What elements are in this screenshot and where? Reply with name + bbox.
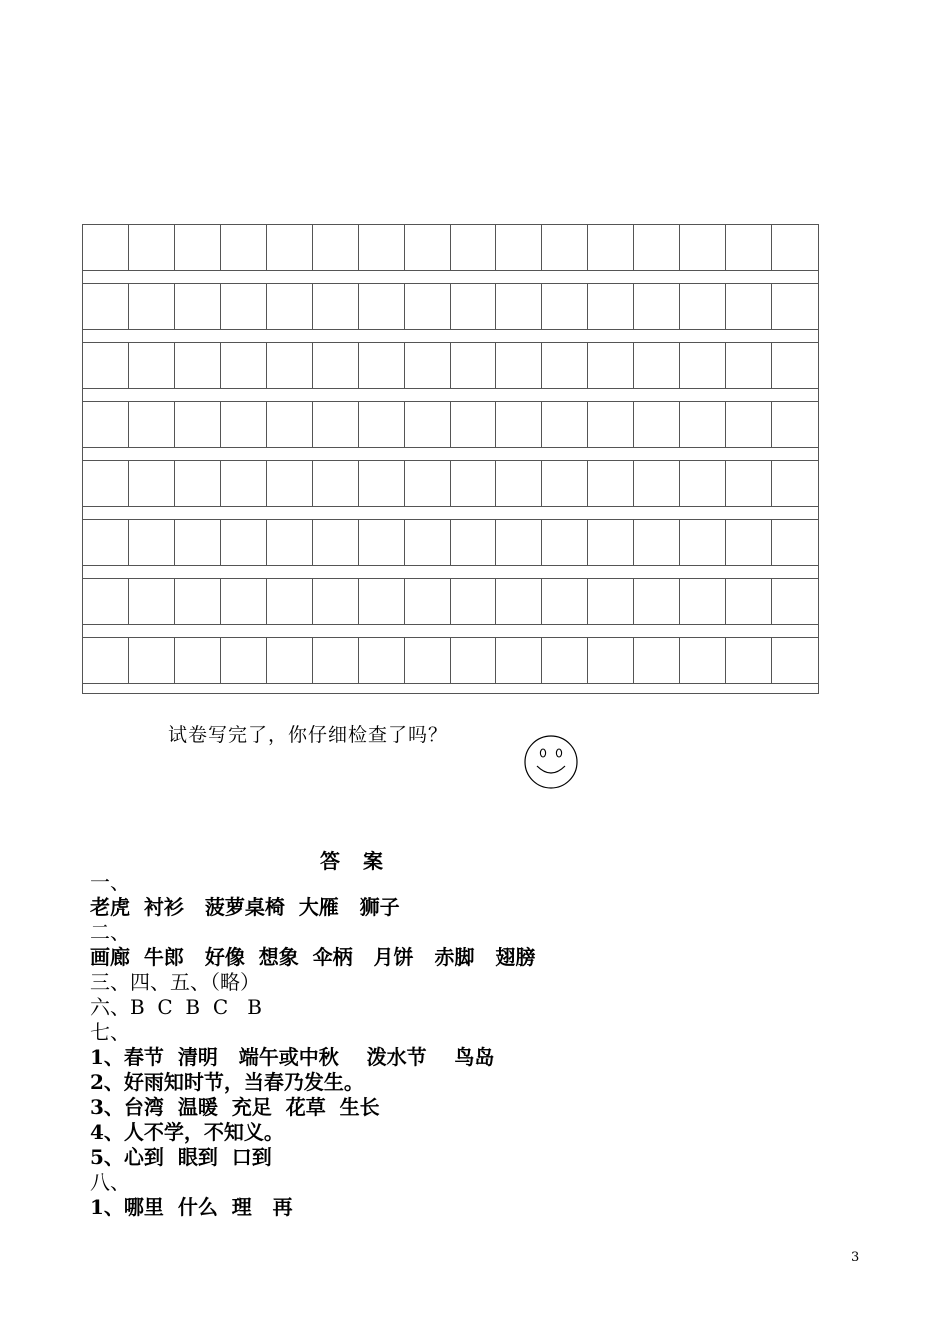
grid-cell (496, 461, 542, 506)
grid-cell (313, 638, 359, 683)
grid-row-gap (83, 448, 818, 461)
grid-cell (313, 225, 359, 270)
grid-cell (405, 638, 451, 683)
smiley-face-icon (524, 735, 578, 789)
grid-cell (221, 638, 267, 683)
answer-line: 5、心到 眼到 口到 (90, 1145, 272, 1169)
grid-cell (496, 579, 542, 624)
grid-cell (83, 343, 129, 388)
grid-cell (267, 520, 313, 565)
grid-cell (83, 579, 129, 624)
grid-cell (680, 402, 726, 447)
answer-line: 老虎 衬衫 菠萝桌椅 大雁 狮子 (90, 895, 400, 919)
answer-line: 二、 (90, 920, 130, 944)
check-reminder: 试卷写完了，你仔细检查了吗？ (168, 724, 449, 746)
grid-cell (542, 579, 588, 624)
grid-cell (496, 402, 542, 447)
grid-cell (726, 520, 772, 565)
grid-cell (221, 579, 267, 624)
grid-cell (359, 402, 405, 447)
answer-line: 八、 (90, 1170, 130, 1194)
grid-row (83, 343, 818, 389)
grid-cell (588, 461, 634, 506)
answer-line: 三、四、五、（略） (90, 970, 260, 994)
grid-cell (726, 579, 772, 624)
grid-cell (726, 461, 772, 506)
grid-cell (313, 343, 359, 388)
grid-cell (83, 638, 129, 683)
grid-cell (175, 284, 221, 329)
page-number: 3 (851, 1250, 860, 1265)
grid-cell (359, 461, 405, 506)
grid-row (83, 402, 818, 448)
grid-cell (542, 402, 588, 447)
grid-cell (542, 284, 588, 329)
answer-line: 1、春节 清明 端午或中秋 泼水节 鸟岛 (90, 1045, 495, 1069)
answer-line: 3、台湾 温暖 充足 花草 生长 (90, 1095, 380, 1119)
grid-cell (359, 284, 405, 329)
grid-cell (496, 638, 542, 683)
grid-cell (221, 520, 267, 565)
grid-cell (129, 343, 175, 388)
grid-cell (313, 520, 359, 565)
grid-cell (83, 225, 129, 270)
grid-cell (405, 343, 451, 388)
grid-row-gap (83, 330, 818, 343)
grid-cell (83, 284, 129, 329)
grid-cell (175, 225, 221, 270)
grid-cell (359, 579, 405, 624)
grid-cell (542, 638, 588, 683)
grid-cell (267, 343, 313, 388)
grid-cell (405, 461, 451, 506)
grid-cell (588, 520, 634, 565)
grid-cell (175, 579, 221, 624)
grid-cell (267, 638, 313, 683)
grid-cell (221, 225, 267, 270)
grid-cell (359, 343, 405, 388)
answer-line: 六、B C B C B (90, 995, 262, 1019)
grid-cell (680, 343, 726, 388)
answer-title: 答 案 (320, 849, 391, 873)
grid-cell (634, 343, 680, 388)
grid-cell (451, 638, 497, 683)
grid-cell (680, 520, 726, 565)
answer-line: 2、好雨知时节，当春乃发生。 (90, 1070, 364, 1094)
grid-cell (726, 225, 772, 270)
grid-row-gap (83, 507, 818, 520)
grid-row (83, 284, 818, 330)
grid-cell (451, 284, 497, 329)
grid-cell (634, 225, 680, 270)
grid-cell (405, 225, 451, 270)
grid-cell (221, 461, 267, 506)
writing-grid (82, 224, 819, 694)
grid-cell (680, 638, 726, 683)
grid-cell (588, 343, 634, 388)
grid-cell (451, 461, 497, 506)
grid-cell (129, 461, 175, 506)
grid-cell (175, 343, 221, 388)
grid-cell (680, 225, 726, 270)
grid-cell (496, 520, 542, 565)
grid-cell (634, 520, 680, 565)
grid-cell (129, 402, 175, 447)
grid-cell (588, 402, 634, 447)
grid-row-gap (83, 271, 818, 284)
grid-cell (359, 638, 405, 683)
grid-cell (267, 461, 313, 506)
grid-cell (542, 461, 588, 506)
grid-cell (221, 343, 267, 388)
grid-cell (542, 520, 588, 565)
grid-cell (405, 284, 451, 329)
grid-cell (726, 284, 772, 329)
grid-cell (634, 579, 680, 624)
grid-cell (726, 343, 772, 388)
grid-cell (313, 284, 359, 329)
grid-cell (221, 284, 267, 329)
grid-cell (221, 402, 267, 447)
grid-cell (129, 284, 175, 329)
grid-cell (680, 461, 726, 506)
grid-cell (542, 225, 588, 270)
grid-cell (129, 520, 175, 565)
grid-cell (634, 284, 680, 329)
grid-cell (405, 402, 451, 447)
grid-row (83, 520, 818, 566)
grid-row (83, 638, 818, 684)
grid-cell (313, 461, 359, 506)
grid-row-gap (83, 389, 818, 402)
grid-cell (313, 402, 359, 447)
grid-cell (634, 461, 680, 506)
grid-cell (267, 579, 313, 624)
grid-row (83, 225, 818, 271)
answer-line: 1、哪里 什么 理 再 (90, 1195, 293, 1219)
grid-cell (496, 284, 542, 329)
answer-list (90, 870, 850, 1220)
grid-cell (83, 520, 129, 565)
grid-cell (83, 402, 129, 447)
grid-row-gap (83, 566, 818, 579)
grid-cell (634, 402, 680, 447)
grid-cell (588, 579, 634, 624)
grid-cell (313, 579, 359, 624)
grid-cell (359, 520, 405, 565)
answer-line: 画廊 牛郎 好像 想象 伞柄 月饼 赤脚 翅膀 (90, 945, 536, 969)
grid-cell (451, 520, 497, 565)
grid-cell (83, 461, 129, 506)
grid-cell (451, 343, 497, 388)
grid-row-gap (83, 625, 818, 638)
answer-line: 七、 (90, 1020, 130, 1044)
grid-cell (451, 225, 497, 270)
grid-cell (451, 579, 497, 624)
grid-cell (680, 579, 726, 624)
grid-cell (588, 225, 634, 270)
grid-cell (129, 579, 175, 624)
grid-cell (175, 520, 221, 565)
grid-cell (726, 638, 772, 683)
grid-cell (405, 579, 451, 624)
grid-cell (175, 402, 221, 447)
grid-cell (175, 461, 221, 506)
grid-cell (634, 638, 680, 683)
grid-cell (129, 638, 175, 683)
grid-cell (588, 638, 634, 683)
grid-row (83, 579, 818, 625)
answer-line: 一、 (90, 870, 130, 894)
grid-row (83, 461, 818, 507)
grid-cell (588, 284, 634, 329)
grid-cell (496, 343, 542, 388)
grid-cell (726, 402, 772, 447)
grid-cell (267, 225, 313, 270)
grid-cell (267, 402, 313, 447)
grid-cell (451, 402, 497, 447)
grid-cell (496, 225, 542, 270)
answer-line: 4、人不学，不知义。 (90, 1120, 284, 1144)
grid-cell (405, 520, 451, 565)
grid-cell (267, 284, 313, 329)
grid-cell (680, 284, 726, 329)
grid-cell (542, 343, 588, 388)
grid-cell (175, 638, 221, 683)
grid-cell (359, 225, 405, 270)
grid-cell (129, 225, 175, 270)
